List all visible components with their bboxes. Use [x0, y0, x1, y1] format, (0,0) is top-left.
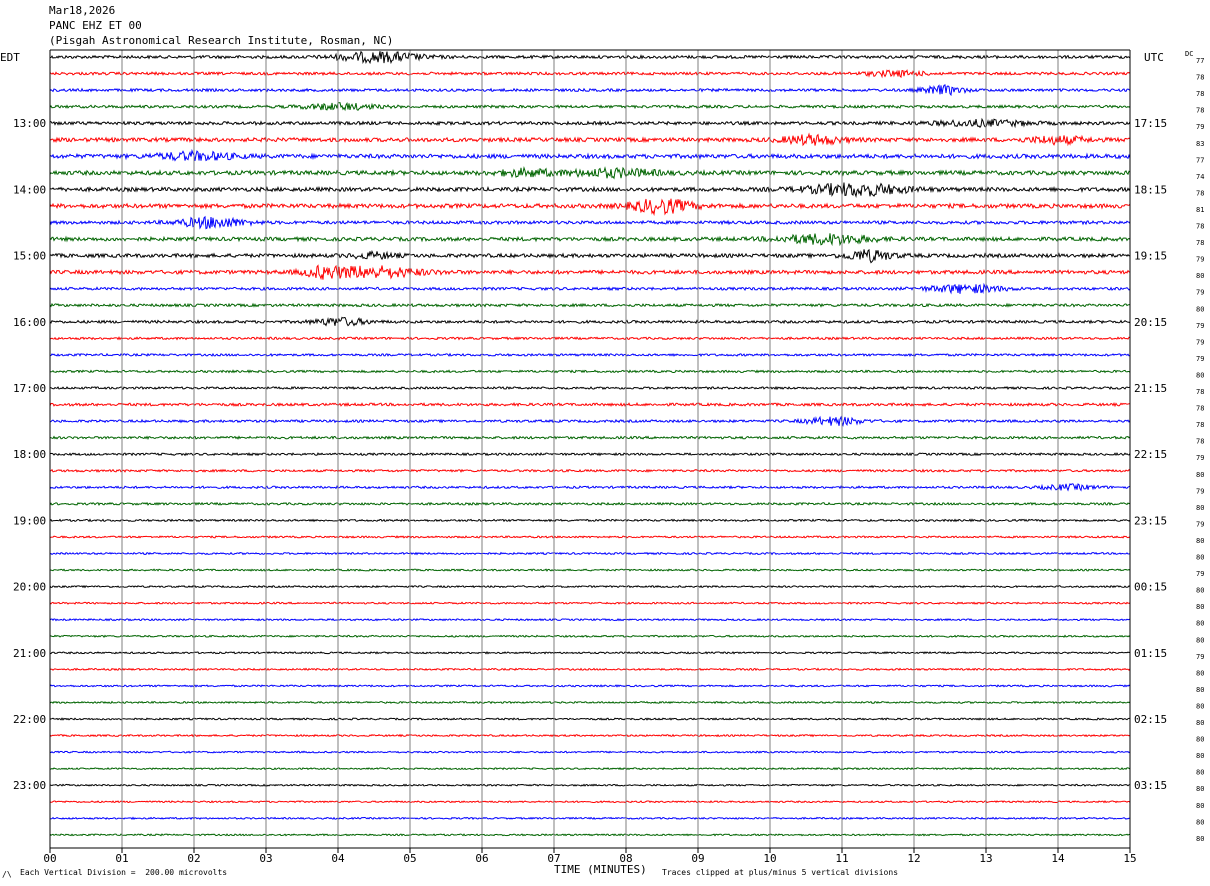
dc-value: 78	[1196, 404, 1205, 413]
seismic-trace	[50, 151, 1130, 161]
right-hour-label: 01:15	[1134, 646, 1168, 660]
x-tick-label: 01	[115, 852, 129, 865]
x-axis-title: TIME (MINUTES)	[554, 863, 647, 876]
dc-value: 79	[1196, 338, 1205, 347]
left-hour-label: 14:00	[13, 183, 47, 197]
clip-note: Traces clipped at plus/minus 5 vertical divisions	[662, 868, 899, 877]
seismic-trace	[50, 417, 1130, 426]
dc-value: 78	[1196, 90, 1205, 99]
left-hour-label: 23:00	[13, 779, 47, 793]
right-hour-label: 18:15	[1134, 183, 1168, 197]
left-hour-label: 19:00	[13, 514, 47, 528]
dc-value: 80	[1196, 669, 1205, 678]
dc-value: 80	[1196, 702, 1205, 711]
dc-value: 79	[1196, 255, 1205, 264]
dc-value: 80	[1196, 685, 1205, 694]
dc-value: 78	[1196, 73, 1205, 82]
x-tick-label: 07	[547, 852, 561, 865]
seismic-trace	[50, 484, 1130, 491]
x-tick-label: 12	[907, 852, 921, 865]
left-hour-label: 21:00	[13, 646, 47, 660]
dc-value: 79	[1196, 454, 1205, 463]
seismic-trace	[50, 602, 1130, 604]
dc-value: 78	[1196, 388, 1205, 396]
x-tick-label: 02	[187, 852, 201, 865]
seismic-trace	[50, 183, 1130, 197]
seismic-trace	[50, 569, 1130, 571]
right-hour-label: 00:15	[1134, 580, 1168, 594]
x-tick-label: 11	[835, 852, 849, 865]
x-tick-label: 14	[1051, 852, 1065, 865]
seismic-trace	[50, 652, 1130, 654]
dc-value: 80	[1196, 752, 1205, 761]
right-hour-label: 17:15	[1134, 117, 1168, 131]
seismic-trace	[50, 834, 1130, 836]
right-hour-label: 21:15	[1134, 382, 1168, 395]
dc-value: 80	[1196, 735, 1205, 744]
dc-value: 83	[1196, 139, 1205, 148]
seismic-trace	[50, 337, 1130, 339]
grid-group	[50, 50, 1130, 853]
seismic-trace	[50, 387, 1130, 389]
left-hour-label: 17:00	[13, 382, 47, 395]
x-tick-label: 09	[691, 852, 705, 865]
dc-value: 80	[1196, 785, 1205, 794]
seismic-trace	[50, 70, 1130, 77]
seismic-trace	[50, 801, 1130, 803]
seismic-trace	[50, 768, 1130, 770]
x-tick-label: 00	[43, 852, 57, 865]
seismic-trace	[50, 437, 1130, 439]
x-tick-label: 10	[763, 852, 777, 865]
left-hour-label: 16:00	[13, 315, 47, 329]
trace-group	[50, 51, 1130, 835]
dc-value: 80	[1196, 553, 1205, 562]
dc-value: 80	[1196, 768, 1205, 777]
seismic-trace	[50, 519, 1130, 521]
seismic-trace	[50, 51, 1130, 63]
dc-value: 80	[1196, 503, 1205, 512]
corner-mark: ∕\	[2, 870, 12, 879]
seismic-trace	[50, 233, 1130, 245]
dc-value: 80	[1196, 586, 1205, 595]
x-tick-label: 06	[475, 852, 489, 865]
dc-value: 77	[1196, 156, 1205, 165]
seismic-trace	[50, 354, 1130, 356]
seismic-trace	[50, 403, 1130, 406]
dc-value: 79	[1196, 487, 1205, 496]
dc-value: 79	[1196, 652, 1205, 661]
seismic-trace	[50, 685, 1130, 687]
seismic-trace	[50, 751, 1130, 753]
dc-value: 79	[1196, 570, 1205, 579]
seismic-trace	[50, 249, 1130, 262]
seismic-trace	[50, 217, 1130, 229]
dc-value: 80	[1196, 305, 1205, 314]
seismic-trace	[50, 103, 1130, 111]
dc-value: 80	[1196, 371, 1205, 380]
location-label: (Pisgah Astronomical Research Institute, Rosman, NC)	[49, 34, 394, 47]
dc-column-label: DC	[1185, 50, 1194, 58]
right-timezone-label: UTC	[1144, 51, 1164, 64]
seismic-trace	[50, 735, 1130, 737]
dc-value: 80	[1196, 818, 1205, 827]
seismic-trace	[50, 284, 1130, 294]
dc-value: 79	[1196, 321, 1205, 330]
division-note: Each Vertical Division = 200.00 microvolts	[20, 868, 228, 877]
seismic-trace	[50, 370, 1130, 372]
seismic-trace	[50, 304, 1130, 307]
seismic-trace	[50, 818, 1130, 820]
dc-value: 78	[1196, 437, 1205, 446]
x-tick-label: 13	[979, 852, 993, 865]
x-tick-label: 08	[619, 852, 633, 865]
dc-value: 79	[1196, 354, 1205, 363]
dc-value: 77	[1196, 57, 1205, 65]
left-hour-label: 22:00	[13, 713, 47, 726]
dc-value: 79	[1196, 123, 1205, 132]
dc-value: 78	[1196, 222, 1205, 231]
dc-value: 80	[1196, 636, 1205, 645]
right-hour-label: 02:15	[1134, 713, 1168, 726]
date-label: Mar18,2026	[49, 4, 116, 17]
seismic-trace	[50, 619, 1130, 621]
dc-value: 80	[1196, 603, 1205, 612]
dc-value: 80	[1196, 801, 1205, 810]
seismic-trace	[50, 784, 1130, 786]
dc-value: 80	[1196, 619, 1205, 628]
dc-value: 80	[1196, 536, 1205, 545]
seismic-trace	[50, 586, 1130, 588]
dc-value: 78	[1196, 239, 1205, 248]
seismic-trace	[50, 669, 1130, 671]
left-timezone-label: EDT	[0, 51, 20, 64]
right-hour-label: 20:15	[1134, 315, 1168, 329]
seismic-trace	[50, 536, 1130, 538]
left-hour-label: 18:00	[13, 448, 47, 462]
seismic-trace	[50, 718, 1130, 720]
station-label: PANC EHZ ET 00	[49, 19, 142, 32]
seismic-trace	[50, 553, 1130, 555]
seismic-trace	[50, 317, 1130, 325]
right-hour-label: 23:15	[1134, 514, 1168, 528]
x-tick-label: 15	[1123, 852, 1137, 865]
right-hour-label: 19:15	[1134, 249, 1168, 263]
left-hour-label: 20:00	[13, 580, 47, 594]
seismic-trace	[50, 168, 1130, 179]
x-tick-label: 03	[259, 852, 273, 865]
dc-value: 78	[1196, 189, 1205, 198]
right-hour-label: 22:15	[1134, 448, 1168, 462]
dc-value: 78	[1196, 106, 1205, 115]
dc-value: 79	[1196, 288, 1205, 297]
dc-value: 81	[1196, 205, 1205, 214]
seismic-trace	[50, 266, 1130, 280]
dc-value: 80	[1196, 719, 1205, 727]
x-tick-label: 05	[403, 852, 417, 865]
seismic-trace	[50, 119, 1130, 127]
seismic-trace	[50, 635, 1130, 637]
right-hour-label: 03:15	[1134, 779, 1168, 793]
dc-value: 80	[1196, 470, 1205, 479]
left-hour-label: 15:00	[13, 249, 47, 263]
dc-value: 80	[1196, 834, 1205, 843]
dc-value: 80	[1196, 272, 1205, 281]
dc-value: 78	[1196, 421, 1205, 430]
seismic-trace	[50, 503, 1130, 505]
seismic-trace	[50, 470, 1130, 472]
seismic-trace	[50, 453, 1130, 455]
dc-value: 74	[1196, 172, 1205, 181]
seismic-trace	[50, 199, 1130, 214]
left-hour-label: 13:00	[13, 117, 47, 131]
seismic-trace	[50, 134, 1130, 145]
seismic-trace	[50, 702, 1130, 704]
dc-value: 79	[1196, 520, 1205, 529]
x-tick-label: 04	[331, 852, 345, 865]
seismic-trace	[50, 85, 1130, 95]
